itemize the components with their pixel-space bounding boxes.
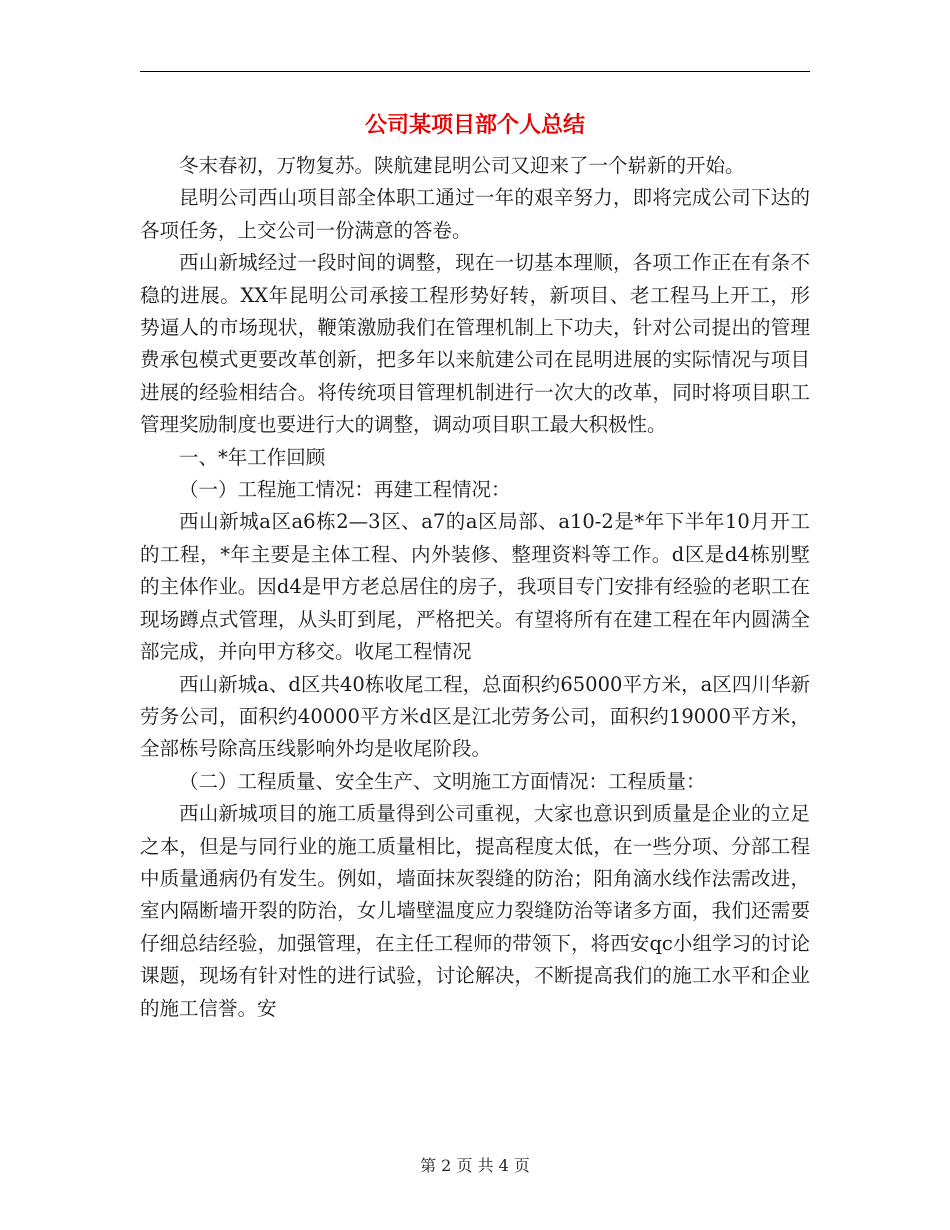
- paragraph: 冬末春初，万物复苏。陕航建昆明公司又迎来了一个崭新的开始。: [179, 154, 745, 177]
- paragraph: 昆明公司西山项目部全体职工通过一年的艰辛努力，即将完成公司下达的各项任务，上交公司一份满意的答卷。: [140, 186, 810, 242]
- paragraph: 西山新城经过一段时间的调整，现在一切基本理顺，各项工作正在有条不稳的进展。XX年昆明公司承接工程形势好转，新项目、老工程马上开工，形势逼人的市场现状，鞭策激励我们在管理机制上下功夫，针对公司提出的管理费承包模式更要改革创新，把多年以来航建公司在昆明进展的实际情况与项目进展的经验相结合。将传统项目管理机制进行一次大的改革，同时将项目职工管理奖励制度也要进行大的调整，调动项目职工最大积极性。: [140, 251, 810, 437]
- paragraph: 西山新城项目的施工质量得到公司重视，大家也意识到质量是企业的立足之本，但是与同行业的施工质量相比，提高程度太低，在一些分项、分部工程中质量通病仍有发生。例如，墙面抹灰裂缝的防治；阳角滴水线作法需改进，室内隔断墙开裂的防治，女儿墙壁温度应力裂缝防治等诸多方面，我们还需要仔细总结经验，加强管理，在主任工程师的带领下，将西安qc小组学习的讨论课题，现场有针对性的进行试验，讨论解决，不断提高我们的施工水平和企业的施工信誉。安: [140, 802, 810, 1020]
- subsection-heading: （一）工程施工情况：再建工程情况：: [179, 478, 511, 502]
- document-title: 公司某项目部个人总结: [364, 112, 585, 138]
- page-number: 第 2 页 共 4 页: [420, 1156, 530, 1175]
- section-heading: 一、*年工作回顾: [179, 445, 326, 469]
- header-rule: [140, 71, 810, 72]
- paragraph: 西山新城a区a6栋2—3区、a7的a区局部、a10-2是*年下半年10月开工的工程，*年主要是主体工程、内外装修、整理资料等工作。d区是d4栋别墅的主体作业。因d4是甲方老总居住的房子，我项目专门安排有经验的老职工在现场蹲点式管理，从头盯到尾，严格把关。有望将所有在建工程在年内圆满全部完成，并向甲方移交。收尾工程情况: [140, 510, 810, 664]
- document-body: [140, 150, 810, 1025]
- paragraph: 西山新城a、d区共40栋收尾工程，总面积约65000平方米，a区四川华新劳务公司，面积约40000平方米d区是江北劳务公司，面积约19000平方米，全部栋号除高压线影响外均是收尾阶段。: [140, 672, 810, 761]
- subsection-heading: （二）工程质量、安全生产、文明施工方面情况：工程质量：: [179, 769, 706, 793]
